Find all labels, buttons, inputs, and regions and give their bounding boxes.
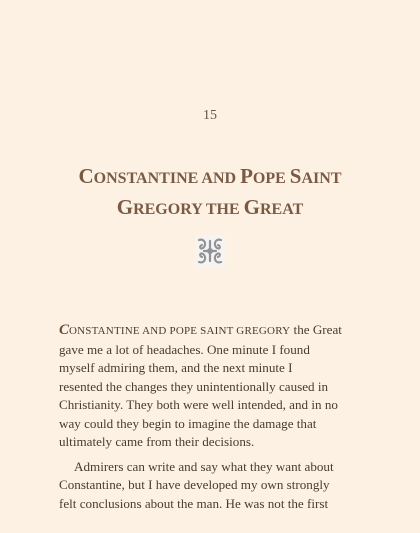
paragraph-1 bbox=[59, 321, 379, 452]
text-line: felt conclusions about the man. He was not the first bbox=[59, 495, 329, 511]
text-line: gave me a lot of headaches. One minute I found bbox=[59, 341, 310, 357]
chapter-title-line-1 bbox=[20, 162, 400, 193]
title-cap: G bbox=[243, 195, 260, 219]
text-run: the Great bbox=[290, 322, 342, 337]
title-text: AINT bbox=[301, 170, 342, 187]
text-line: Constantine, but I have developed my own strongly bbox=[59, 477, 330, 492]
chapter-number: 15 bbox=[203, 108, 217, 123]
text-line bbox=[59, 321, 379, 341]
title-cap: C bbox=[78, 164, 94, 188]
floral-ornament-icon bbox=[195, 235, 225, 267]
text-line: myself admiring them, and the next minute I bbox=[59, 360, 293, 375]
chapter-title-line-2 bbox=[20, 193, 400, 224]
paragraph-2 bbox=[59, 458, 379, 514]
text-line: Admirers can write and say what they want about bbox=[74, 458, 334, 474]
chapter-title bbox=[20, 162, 400, 224]
title-text: REGORY THE bbox=[133, 201, 244, 218]
title-text: OPE bbox=[252, 170, 290, 187]
text-line: Christianity. They both were well intended, and in no bbox=[59, 397, 338, 412]
title-text: REAT bbox=[260, 201, 304, 218]
smallcaps-lead: ONSTANTINE AND POPE SAINT GREGORY bbox=[69, 325, 291, 337]
drop-cap: C bbox=[59, 322, 70, 338]
text-line: way could they begin to imagine the damage that bbox=[59, 415, 317, 431]
title-cap: P bbox=[240, 164, 253, 188]
title-cap: G bbox=[116, 195, 134, 219]
text-line: ultimately came from their decisions. bbox=[59, 434, 255, 449]
text-line: resented the changes they unintentionally caused in bbox=[59, 378, 329, 394]
chapter-body bbox=[59, 321, 379, 513]
title-text: ONSTANTINE AND bbox=[93, 170, 241, 187]
title-cap: S bbox=[289, 164, 302, 188]
